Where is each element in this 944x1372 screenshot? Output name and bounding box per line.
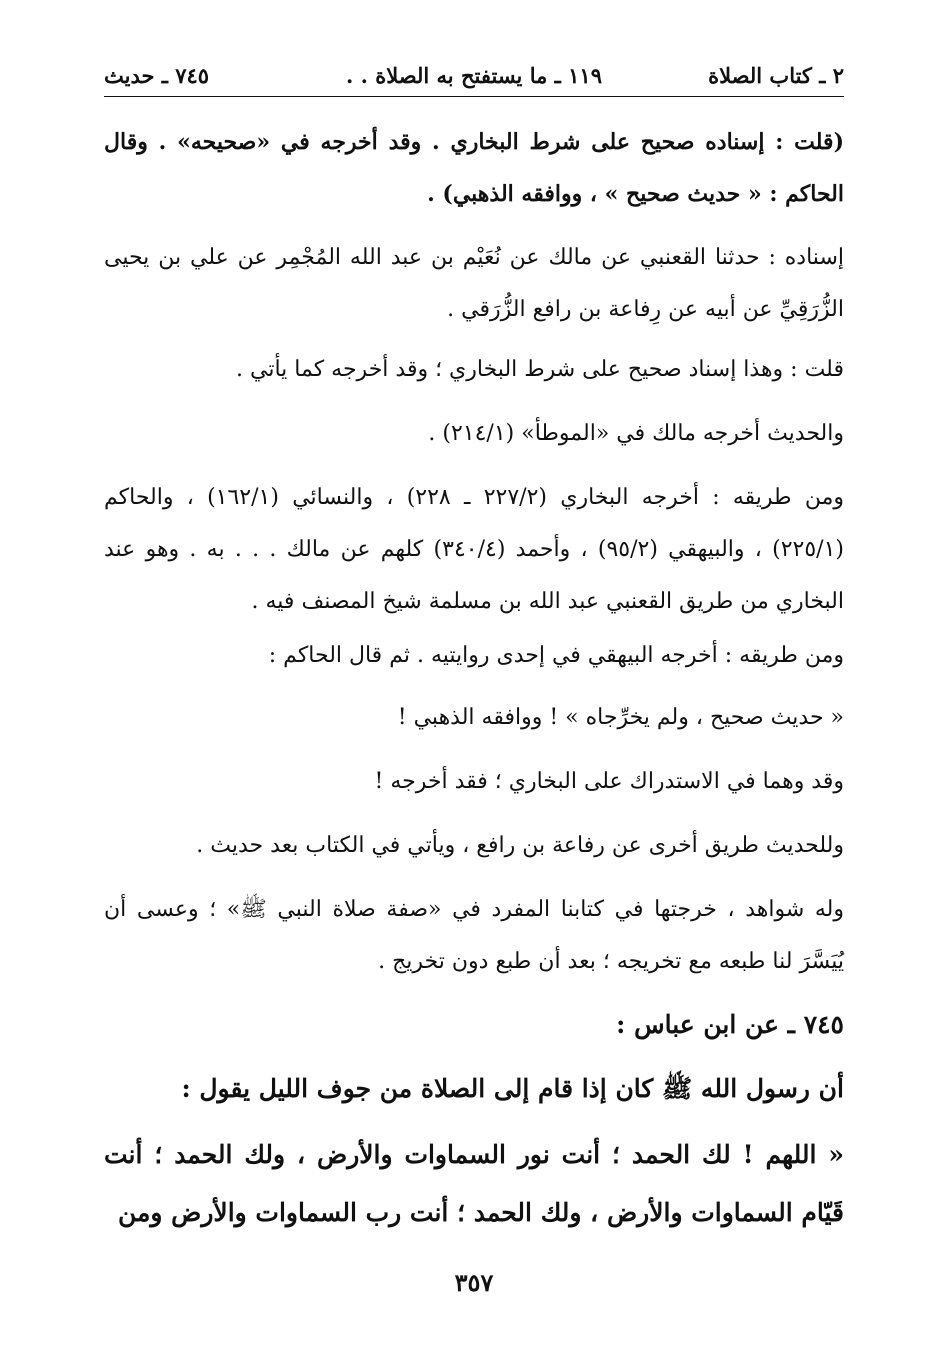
page-number: ٣٥٧: [454, 1268, 494, 1297]
hadith-heading: ٧٤٥ ـ عن ابن عباس :: [616, 1010, 844, 1039]
takhrij-sources: ومن طريقه : أخرجه البخاري (٢٢٧/٢ ـ ٢٢٨) ، والنسائي (١٦٢/١) ، والحاكم (٢٢٥/١) ، والبيهقي (٩٥/٢) ، وأحمد (٣٤٠/٤) كلهم عن مالك . . . به . وهو عند البخاري من طريق القعنبي عبد الله بن مسلمة شيخ المصنف فيه .: [104, 485, 844, 614]
comment-paragraph: قلت : وهذا إسناد صحيح على شرط البخاري ؛ وقد أخرجه كما يأتي .: [236, 357, 844, 382]
hadith-text: « اللهم ! لك الحمد ؛ أنت نور السماوات والأرض ، ولك الحمد ؛ أنت قَيّام السماوات والأرض ، ولك الحمد ؛ أنت رب السماوات والأرض ومن: [104, 1140, 844, 1227]
running-header: [104, 56, 844, 97]
other-route-paragraph: وللحديث طريق أخرى عن رفاعة بن رافع ، ويأتي في الكتاب بعد حديث .: [196, 833, 844, 858]
shawahid-paragraph: وله شواهد ، خرجتها في كتابنا المفرد في «صفة صلاة النبي ﷺ» ؛ وعسى أن يُيَسَّرَ لنا طبعه مع تخريجه ؛ بعد أن طبع دون تخريج .: [104, 897, 844, 974]
hakim-quote: « حديث صحيح ، ولم يخرِّجاه » ! ووافقه الذهبي !: [397, 705, 844, 730]
header-book-title: ٢ ـ كتاب الصلاة: [708, 63, 844, 88]
takhrij-muwatta: والحديث أخرجه مالك في «الموطأ» (٢١٤/١) .: [428, 421, 844, 446]
isnad-paragraph: إسناده : حدثنا القعنبي عن مالك عن نُعَيْم بن عبد الله المُجْمِر عن علي بن يحيى الزُّرَقِيِّ عن أبيه عن رِفاعة بن رافع الزُّرَقي .: [104, 245, 844, 322]
critique-paragraph: وقد وهما في الاستدراك على البخاري ؛ فقد أخرجه !: [374, 769, 844, 794]
bayhaqi-paragraph: ومن طريقه : أخرجه البيهقي في إحدى روايتيه . ثم قال الحاكم :: [268, 643, 844, 668]
grading-note: (قلت : إسناده صحيح على شرط البخاري . وقد أخرجه في «صحيحه» . وقال الحاكم : « حديث صحيح » ، ووافقه الذهبي) .: [104, 129, 844, 207]
book-page: [104, 56, 844, 1316]
hadith-intro: أن رسول الله ﷺ كان إذا قام إلى الصلاة من جوف الليل يقول :: [181, 1074, 844, 1103]
header-chapter-title: ١١٩ ـ ما يستفتح به الصلاة . .: [346, 63, 602, 88]
header-hadith-number: ٧٤٥ ـ حديث: [104, 63, 210, 88]
